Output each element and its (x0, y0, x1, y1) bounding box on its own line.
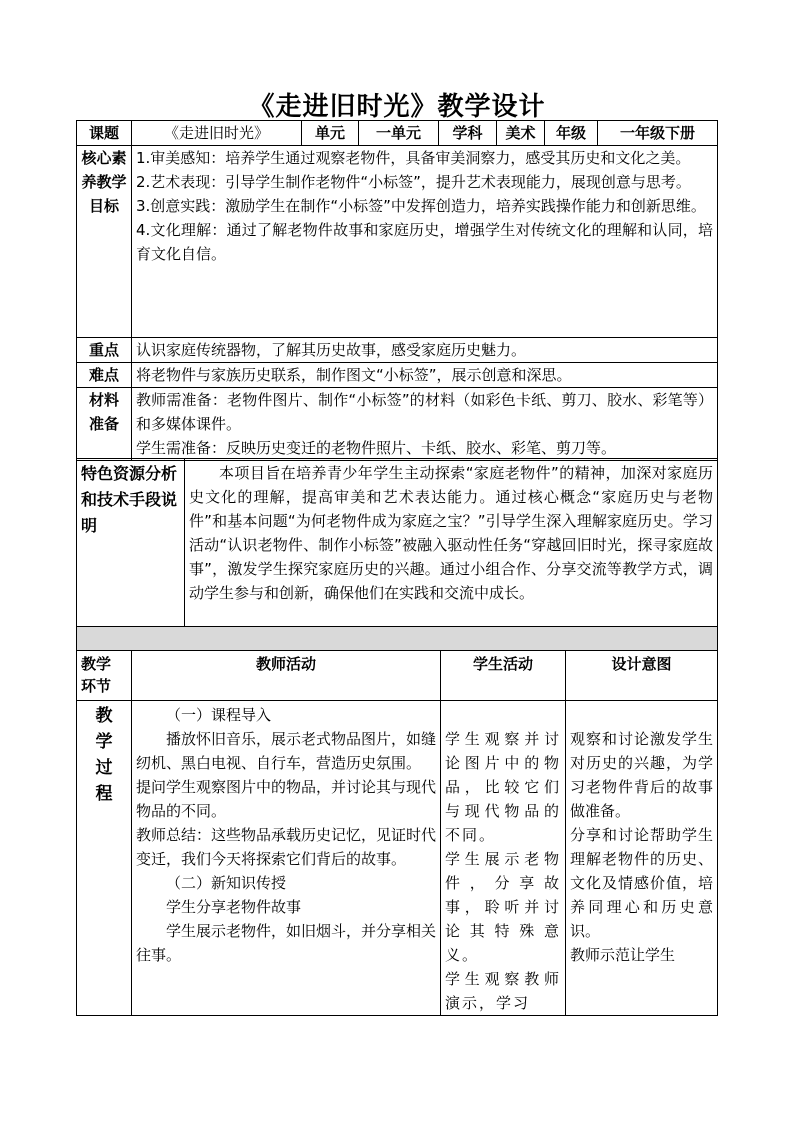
subject-value: 美术 (497, 121, 545, 146)
shaded-divider (77, 627, 718, 651)
materials-label-text: 材料准备 (89, 391, 120, 433)
difficult-text-line: 将老物件与家族历史联系，制作图文“小标签”，展示创意和深思。 (136, 366, 572, 384)
teacher-line: 播放怀旧音乐，展示老式物品图片，如缝纫机、黑白电视、自行车，营造历史氛围。 (136, 730, 437, 772)
teacher-line: （二）新知识传授 (166, 874, 287, 892)
teacher-line: 提问学生观察图片中的物品，并讨论其与现代物品的不同。 (136, 778, 437, 820)
teacher-line: 教师总结：这些物品承载历史记忆，见证时代变迁，我们今天将探索它们背后的故事。 (136, 826, 437, 868)
materials-row (77, 388, 718, 461)
unit-value: 一单元 (359, 121, 439, 146)
subject-label: 学科 (439, 121, 497, 146)
materials-student: 学生需准备：反映历史变迁的老物件照片、卡纸、胶水、彩笔、剪刀等。 (136, 439, 617, 457)
goals-label-text: 核心素养教学目标 (81, 149, 127, 215)
intent-line: 分享和讨论帮助学生理解老物件的历史、文化及情感价值，培养同理心和历史意识。 (570, 826, 713, 940)
lesson-label: 课题 (77, 121, 132, 146)
student-activity (441, 701, 566, 1016)
stage-label-text: 教学过程 (95, 706, 113, 804)
student-line: 学生观察教师演示，学习 (445, 970, 561, 1012)
materials-teacher: 教师需准备：老物件图片、制作“小标签”的材料（如彩色卡纸、剪刀、胶水、彩笔等）和多媒体课件。 (136, 391, 713, 433)
materials-content (132, 388, 718, 461)
info-row (77, 121, 718, 146)
grade-label: 年级 (545, 121, 598, 146)
header-stage-text: 教学环节 (81, 655, 112, 695)
key-label: 重点 (77, 338, 132, 363)
header-intent: 设计意图 (566, 651, 718, 701)
goal-item: 3.创意实践：激励学生在制作“小标签”中发挥创造力，培养实践操作能力和创新思维。 (136, 197, 706, 215)
header-teacher: 教师活动 (132, 651, 441, 701)
difficult-label: 难点 (77, 363, 132, 388)
student-line: 学生展示老物件，分享故事，聆听并讨论其特殊意义。 (445, 850, 561, 964)
difficult-text (132, 363, 718, 388)
process-table (76, 650, 718, 1016)
intent-line: 观察和讨论激发学生对历史的兴趣，为学习老物件背后的故事做准备。 (570, 730, 713, 820)
difficult-row (77, 363, 718, 388)
goal-item: 4.文化理解：通过了解老物件故事和家庭历史，增强学生对传统文化的理解和认同，培育文化自信。 (136, 221, 713, 263)
student-line: 学生观察并讨论图片中的物品，比较它们与现代物品的不同。 (445, 730, 561, 844)
process-header-row (77, 651, 718, 701)
goal-item: 2.艺术表现：引导学生制作老物件“小标签”，提升艺术表现能力，展现创意与思考。 (136, 173, 691, 191)
teacher-line: 学生分享老物件故事 (166, 898, 302, 916)
key-text-line: 认识家庭传统器物，了解其历史故事，感受家庭历史魅力。 (136, 341, 527, 359)
resources-content (185, 459, 718, 627)
teacher-activity (132, 701, 441, 1016)
stage-label (77, 701, 132, 1016)
page-title: 《走进旧时光》教学设计 (248, 92, 546, 122)
teacher-line: 学生展示老物件，如旧烟斗，并分享相关往事。 (136, 922, 437, 964)
goals-content (132, 146, 718, 338)
resources-row (77, 459, 718, 627)
materials-label (77, 388, 132, 461)
key-row (77, 338, 718, 363)
header-stage (77, 651, 132, 701)
header-student: 学生活动 (441, 651, 566, 701)
resources-label: 特色资源分析和技术手段说明 (77, 459, 185, 627)
lesson-value: 《走进旧时光》 (132, 121, 302, 146)
goal-item: 1.审美感知：培养学生通过观察老物件，具备审美洞察力，感受其历史和文化之美。 (136, 149, 691, 167)
lesson-info-table (76, 120, 718, 461)
goals-label (77, 146, 132, 338)
resources-text: 本项目旨在培养青少年学生主动探索“家庭老物件”的精神，加深对家庭历史文化的理解，提高审美和艺术表达能力。通过核心概念“家庭历史与老物件”和基本问题“为何老物件成为家庭之宝？”引导学生深入理解家庭历史。学习活动“认识老物件、制作小标签”被融入驱动性任务“穿越回旧时光，探寻家庭故事”，激发学生探究家庭历史的兴趣。通过小组合作、分享交流等教学方式，调动学生参与和创新，确保他们在实践和交流中成长。 (189, 464, 713, 602)
intent-line: 教师示范让学生 (570, 946, 676, 964)
process-row (77, 701, 718, 1016)
key-text (132, 338, 718, 363)
design-intent (566, 701, 718, 1016)
goals-row (77, 146, 718, 338)
resources-table (76, 458, 718, 651)
unit-label: 单元 (302, 121, 359, 146)
shaded-divider-row (77, 627, 718, 651)
grade-value: 一年级下册 (598, 121, 718, 146)
teacher-line: （一）课程导入 (166, 706, 272, 724)
